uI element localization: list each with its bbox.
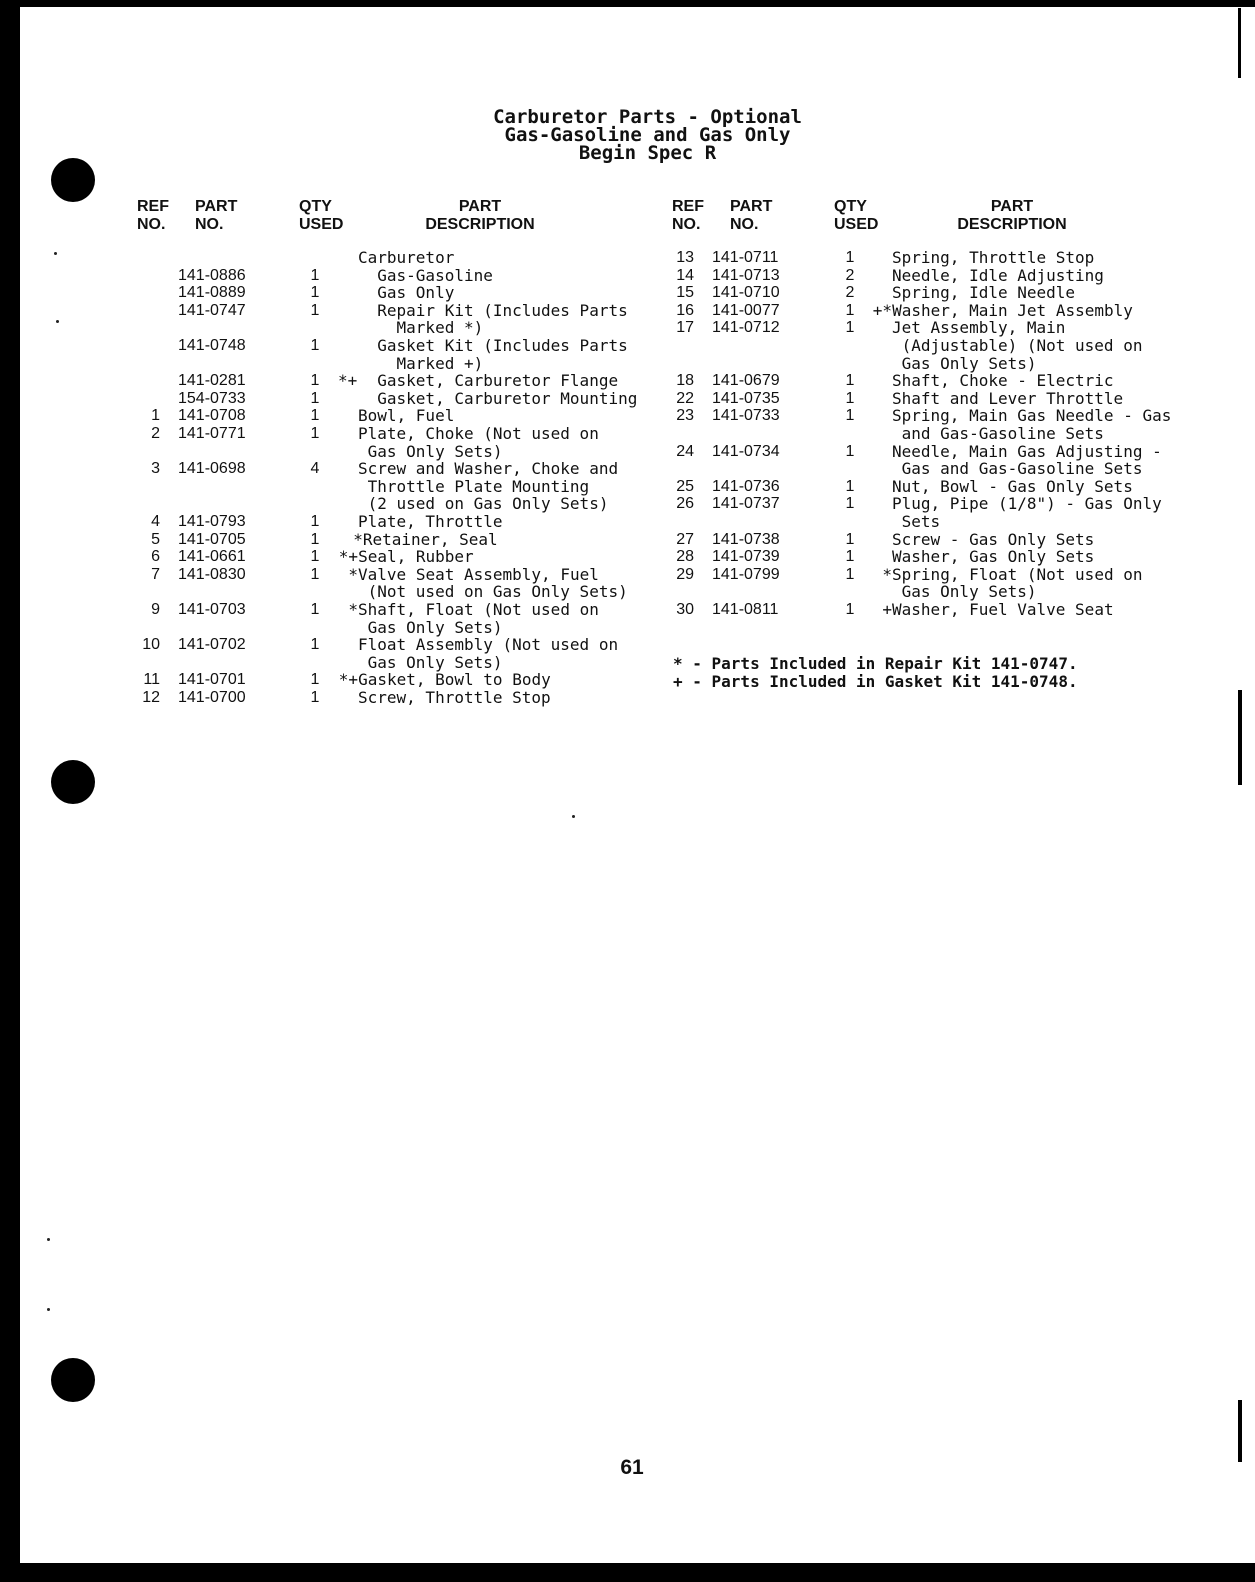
scan-speck (47, 1308, 50, 1311)
quantity-used: 4 (310, 460, 320, 478)
part-description: Shaft and Lever Throttle (892, 388, 1124, 408)
quantity-used: 1 (310, 301, 320, 319)
part-number: 141-0712 (712, 319, 780, 337)
header-desc-line1: PART (990, 198, 1034, 215)
quantity-used: 1 (310, 689, 320, 706)
ref-number: 22 (676, 389, 694, 407)
quantity-used: 1 (310, 636, 320, 654)
header-qty-used-right (834, 198, 878, 234)
part-description: *Valve Seat Assembly, Fuel (348, 564, 599, 584)
parts-row (0, 267, 1255, 285)
header-part-no (195, 198, 237, 234)
part-number: 141-0701 (178, 671, 246, 689)
parts-row (0, 284, 1255, 302)
ref-number: 24 (676, 442, 694, 460)
ref-number: 2 (151, 425, 160, 442)
part-number: 141-0747 (178, 301, 246, 319)
scan-speck (47, 1238, 50, 1241)
quantity-used: 1 (845, 495, 855, 513)
part-description: Gas-Gasoline (358, 265, 493, 285)
part-number: 141-0811 (712, 601, 779, 618)
header-part-no-right (730, 198, 772, 234)
ref-number: 17 (676, 319, 694, 337)
part-description: Throttle Plate Mounting (358, 476, 590, 496)
header-ref-line1: REF (672, 198, 704, 215)
part-description: (Not used on Gas Only Sets) (358, 582, 628, 602)
part-number: 141-0799 (712, 565, 780, 583)
part-description: and Gas-Gasoline Sets (892, 424, 1104, 443)
part-description: Gas Only Sets) (892, 582, 1037, 602)
parts-row (0, 495, 1255, 513)
part-description: (2 used on Gas Only Sets) (358, 494, 609, 514)
header-qty-line1: QTY (834, 198, 867, 215)
part-description: Gas and Gas-Gasoline Sets (892, 459, 1143, 479)
part-number: 141-0702 (178, 636, 246, 654)
part-description: *Spring, Float (Not used on (882, 564, 1143, 584)
parts-row (0, 566, 1255, 584)
ref-number: 4 (151, 513, 160, 530)
part-description: Spring, Idle Needle (892, 283, 1076, 303)
quantity-used: 1 (845, 530, 855, 548)
part-description: *+Seal, Rubber (338, 547, 474, 567)
part-description: Plug, Pipe (1/8") - Gas Only (892, 494, 1162, 514)
part-description: Jet Assembly, Main (892, 318, 1066, 338)
ref-number: 1 (151, 407, 160, 425)
part-description: Plate, Choke (Not used on (358, 424, 599, 443)
part-number: 141-0708 (178, 407, 246, 425)
part-description: Gasket, Carburetor Mounting (358, 388, 638, 408)
quantity-used: 1 (845, 389, 855, 407)
part-number: 141-0705 (178, 530, 246, 548)
parts-row (0, 425, 1255, 443)
part-description: Gas Only Sets) (358, 617, 503, 637)
part-number: 141-0735 (712, 389, 780, 407)
quantity-used: 1 (310, 565, 320, 583)
ref-number: 15 (676, 284, 694, 302)
quantity-used: 1 (310, 284, 320, 302)
ref-number: 5 (151, 530, 160, 548)
part-description: Gas Only Sets) (892, 353, 1037, 373)
note-gasket-kit: + - Parts Included in Gasket Kit 141-0748. (673, 672, 1078, 691)
quantity-used: 1 (310, 372, 320, 390)
part-number: 141-0077 (712, 301, 780, 319)
part-number: 141-0661 (178, 548, 246, 566)
parts-row (0, 513, 1255, 531)
part-number: 141-0713 (712, 266, 780, 284)
note-repair-kit: * - Parts Included in Repair Kit 141-0747. (673, 654, 1078, 673)
quantity-used: 1 (310, 425, 320, 442)
part-number: 141-0698 (178, 460, 246, 478)
ref-number: 9 (151, 601, 160, 618)
quantity-used: 1 (845, 249, 855, 266)
parts-row (0, 390, 1255, 408)
quantity-used: 2 (845, 266, 855, 284)
scan-edge-left (0, 0, 20, 1582)
scan-speck (572, 815, 575, 818)
ref-number: 27 (676, 530, 694, 548)
header-part-line1: PART (730, 198, 773, 215)
ref-number: 12 (142, 689, 160, 706)
header-desc-line2: DESCRIPTION (425, 216, 535, 233)
parts-row (0, 355, 1255, 373)
part-description: Gasket, Carburetor Flange (358, 371, 619, 391)
parts-row (0, 548, 1255, 566)
part-description: Bowl, Fuel (358, 406, 455, 426)
quantity-used: 1 (845, 407, 855, 425)
part-description: Repair Kit (Includes Parts (358, 300, 628, 320)
parts-row (0, 478, 1255, 496)
quantity-used: 1 (845, 301, 855, 319)
part-description: *Shaft, Float (Not used on (348, 600, 599, 619)
ref-number: 16 (676, 301, 694, 319)
part-description: Screw, Throttle Stop (358, 688, 551, 707)
ref-number: 7 (151, 565, 160, 583)
title-line-3: Begin Spec R (578, 142, 717, 164)
quantity-used: 1 (845, 477, 855, 495)
part-number: 141-0733 (712, 407, 780, 425)
header-part-line2: NO. (195, 216, 224, 233)
part-description: Spring, Throttle Stop (892, 248, 1095, 267)
ref-number: 26 (676, 495, 694, 513)
quantity-used: 1 (845, 601, 855, 618)
quantity-used: 1 (310, 266, 320, 284)
part-description: Gasket Kit (Includes Parts (358, 336, 628, 355)
quantity-used: 1 (310, 530, 320, 548)
header-ref-line2: NO. (672, 216, 701, 233)
part-number: 141-0771 (178, 425, 246, 442)
part-number: 141-0710 (712, 284, 780, 302)
header-desc-line2: DESCRIPTION (957, 216, 1067, 233)
quantity-used: 1 (310, 337, 320, 354)
quantity-used: 1 (845, 372, 855, 390)
part-description: Plate, Throttle (358, 512, 503, 531)
parts-row (0, 619, 1255, 637)
parts-row (0, 601, 1255, 619)
header-qty-used (299, 198, 343, 234)
header-part-description-right (932, 198, 1092, 234)
quantity-used: 1 (310, 601, 320, 618)
part-number: 141-0889 (178, 284, 246, 302)
quantity-used: 1 (845, 548, 855, 566)
parts-row (0, 372, 1255, 390)
kit-marker: *+ (338, 371, 358, 391)
quantity-used: 1 (310, 407, 320, 425)
part-number: 141-0748 (178, 337, 246, 354)
parts-row (0, 460, 1255, 478)
ref-number: 13 (676, 249, 694, 266)
scan-edge-top (0, 0, 1255, 7)
parts-row (0, 443, 1255, 461)
title-line-2: Gas-Gasoline and Gas Only (504, 124, 791, 146)
part-description: Spring, Main Gas Needle - Gas (892, 406, 1172, 426)
parts-row (0, 249, 1255, 267)
parts-row (0, 689, 1255, 707)
part-description: Screw - Gas Only Sets (892, 529, 1095, 549)
quantity-used: 1 (845, 442, 855, 460)
part-number: 141-0886 (178, 266, 246, 284)
part-number: 141-0738 (712, 530, 780, 548)
part-description: +*Washer, Main Jet Assembly (872, 300, 1133, 320)
parts-row (0, 319, 1255, 337)
header-ref-no-right (672, 198, 704, 234)
quantity-used: 2 (845, 284, 855, 302)
part-description: Gas Only Sets) (358, 441, 503, 461)
ref-number: 14 (676, 266, 694, 284)
part-number: 154-0733 (178, 389, 246, 407)
ref-number: 10 (142, 636, 160, 654)
part-number: 141-0830 (178, 565, 246, 583)
part-number: 141-0711 (712, 249, 779, 266)
ref-number: 29 (676, 565, 694, 583)
header-part-line1: PART (195, 198, 238, 215)
punch-hole (51, 1358, 95, 1402)
page-title (300, 108, 995, 162)
punch-hole (51, 158, 95, 202)
scan-edge-right-mark (1238, 8, 1241, 78)
part-number: 141-0737 (712, 495, 780, 513)
ref-number: 25 (676, 477, 694, 495)
ref-number: 18 (676, 372, 694, 390)
part-number: 141-0734 (712, 442, 780, 460)
parts-row (0, 583, 1255, 601)
punch-hole (51, 760, 95, 804)
part-description: Screw and Washer, Choke and (358, 459, 619, 479)
quantity-used: 1 (845, 565, 855, 583)
part-description: Marked +) (358, 353, 484, 373)
header-qty-line2: USED (834, 216, 879, 233)
header-qty-line1: QTY (299, 198, 332, 215)
part-description: *+Gasket, Bowl to Body (338, 670, 551, 690)
part-description: *Retainer, Seal (353, 529, 498, 549)
parts-row (0, 636, 1255, 654)
title-line-1: Carburetor Parts - Optional (493, 106, 802, 128)
header-desc-line1: PART (458, 198, 502, 215)
ref-number: 6 (151, 548, 160, 566)
header-part-line2: NO. (730, 216, 759, 233)
part-description: Needle, Main Gas Adjusting - (892, 441, 1162, 461)
part-description: Sets (892, 512, 941, 531)
quantity-used: 1 (310, 513, 320, 530)
header-ref-no (137, 198, 169, 234)
part-description: Nut, Bowl - Gas Only Sets (892, 476, 1133, 496)
part-description: +Washer, Fuel Valve Seat (882, 600, 1114, 619)
part-description: Washer, Gas Only Sets (892, 547, 1095, 567)
parts-row (0, 302, 1255, 320)
part-description: Gas Only Sets) (358, 652, 503, 672)
scan-edge-bottom (0, 1563, 1255, 1582)
part-number: 141-0736 (712, 477, 780, 495)
part-number: 141-0281 (178, 372, 246, 390)
part-description: Needle, Idle Adjusting (892, 265, 1104, 285)
part-description: (Adjustable) (Not used on (892, 336, 1143, 355)
page-number: 61 (620, 1456, 644, 1479)
parts-row (0, 531, 1255, 549)
header-part-description (400, 198, 560, 234)
ref-number: 28 (676, 548, 694, 566)
quantity-used: 1 (310, 389, 320, 407)
part-number: 141-0739 (712, 548, 780, 566)
part-description: Shaft, Choke - Electric (892, 371, 1114, 391)
ref-number: 23 (676, 407, 694, 425)
parts-row (0, 407, 1255, 425)
ref-number: 30 (676, 601, 694, 618)
quantity-used: 1 (845, 319, 855, 337)
ref-number: 11 (143, 671, 160, 689)
part-description: Gas Only (358, 283, 455, 303)
header-ref-line1: REF (137, 198, 169, 215)
header-ref-line2: NO. (137, 216, 166, 233)
part-description: Float Assembly (Not used on (358, 635, 619, 655)
parts-row (0, 337, 1255, 355)
part-number: 141-0700 (178, 689, 246, 706)
quantity-used: 1 (310, 671, 320, 689)
part-description: Carburetor (358, 248, 455, 267)
part-number: 141-0703 (178, 601, 246, 618)
scan-edge-right-mark (1238, 1400, 1242, 1462)
part-description: Marked *) (358, 318, 484, 338)
part-number: 141-0679 (712, 372, 780, 390)
part-number: 141-0793 (178, 513, 246, 530)
ref-number: 3 (151, 460, 160, 478)
header-qty-line2: USED (299, 216, 344, 233)
quantity-used: 1 (310, 548, 320, 566)
